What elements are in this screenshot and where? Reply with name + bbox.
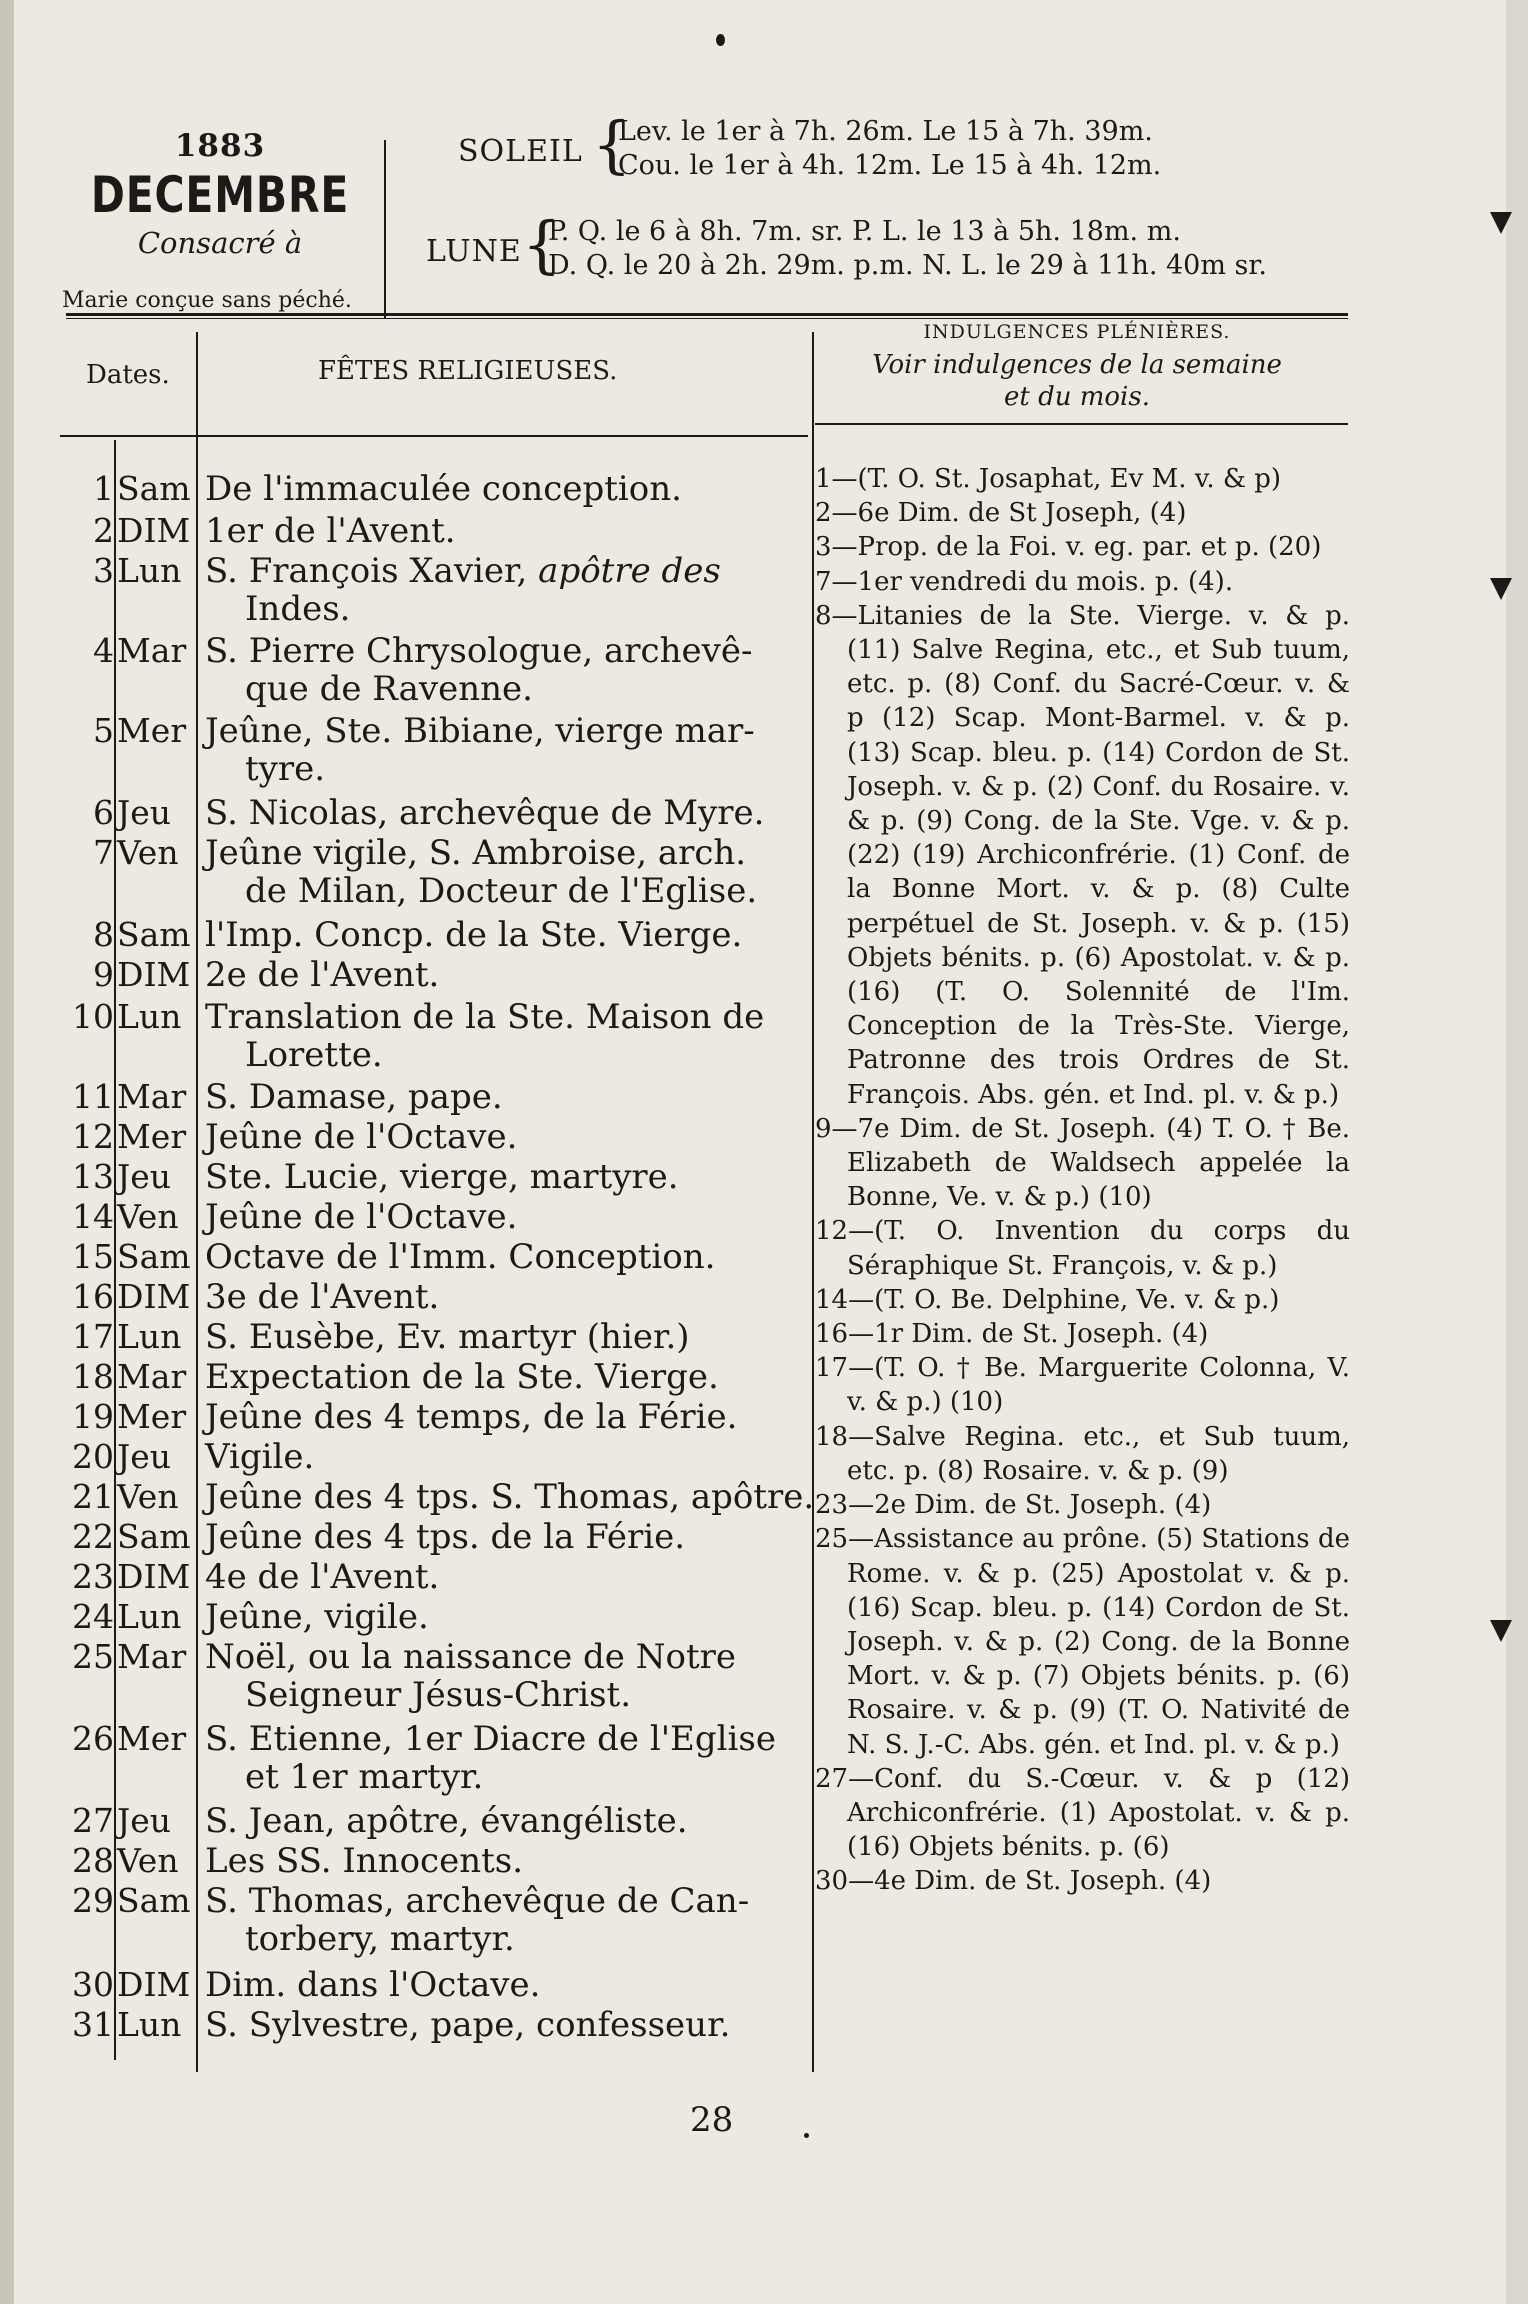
soleil-label: SOLEIL [458,134,583,169]
date-number: 19 [72,1397,114,1436]
date-number: 7 [93,833,114,872]
feast-text: S. Damase, pape. [205,1077,503,1117]
month-title: DECEMBRE [90,166,350,224]
feast-text: S. Eusèbe, Ev. martyr (hier.) [205,1317,690,1357]
date-number: 26 [72,1719,114,1758]
weekday: DIM [117,511,191,550]
lune-phases-2: D. Q. le 20 à 2h. 29m. p.m. N. L. le 29 à 11h. 40m sr. [548,250,1267,281]
feast-text: S. Sylvestre, pape, confesseur. [205,2005,731,2045]
date-number: 12 [72,1117,114,1156]
fetes-header: FÊTES RELIGIEUSES. [318,356,618,386]
feast-text: Jeûne des 4 temps, de la Férie. [205,1397,738,1437]
lune-label: LUNE [426,234,522,269]
soleil-rise: Lev. le 1er à 7h. 26m. Le 15 à 7h. 39m. [618,116,1153,147]
feast-text-continued: que de Ravenne. [245,669,533,709]
margin-marker-icon [1490,212,1512,234]
weekday: Sam [117,1237,191,1276]
indulgence-entry: 9—7e Dim. de St. Joseph. (4) T. O. † Be. Elizabeth de Waldsech appelée la Bonne, Ve. v. & p.) (10) [815,1113,1350,1213]
indulgence-entry: 7—1er vendredi du mois. p. (4). [815,566,1234,597]
date-number: 15 [72,1237,114,1276]
feast-text: 1er de l'Avent. [205,511,456,551]
feast-text: 3e de l'Avent. [205,1277,440,1317]
date-number: 11 [72,1077,114,1116]
date-number: 30 [72,1965,114,2004]
page-binding-edge [0,0,14,2304]
feast-text: l'Imp. Concp. de la Ste. Vierge. [205,915,743,955]
margin-marker-icon [1490,1620,1512,1642]
lune-phases-1: P. Q. le 6 à 8h. 7m. sr. P. L. le 13 à 5h. 18m. m. [548,216,1181,247]
weekday: Lun [117,1317,182,1356]
feast-text: S. Nicolas, archevêque de Myre. [205,793,765,833]
date-number: 8 [93,915,114,954]
feast-text: Jeûne vigile, S. Ambroise, arch. [205,833,747,873]
italic-fragment: apôtre des [538,551,721,591]
weekday: Ven [117,1841,179,1880]
feast-text-continued: Indes. [245,589,351,629]
date-number: 13 [72,1157,114,1196]
feast-text: Jeûne, vigile. [205,1597,429,1637]
date-number: 27 [72,1801,114,1840]
weekday: DIM [117,955,191,994]
soleil-brace-icon: { [592,108,632,181]
weekday: DIM [117,1965,191,2004]
indulgence-entry: 3—Prop. de la Foi. v. eg. par. et p. (20) [815,532,1322,563]
indulgence-entry: 2—6e Dim. de St Joseph, (4) [815,498,1187,529]
date-number: 6 [93,793,114,832]
feast-text: Expectation de la Ste. Vierge. [205,1357,719,1397]
weekday: Mer [117,1719,187,1758]
weekday: Sam [117,1881,191,1920]
header-rule-thin [66,318,1348,319]
weekday: Jeu [117,1437,172,1476]
year: 1883 [174,128,266,164]
indulgence-entry: 27—Conf. du S.-Cœur. v. & p (12) Archiconfrérie. (1) Apostolat. v. & p. (16) Objets bénits. p. (6) [815,1763,1350,1863]
date-number: 17 [72,1317,114,1356]
date-number: 25 [72,1637,114,1676]
feast-text: Vigile. [205,1437,315,1477]
weekday: DIM [117,1557,191,1596]
page-number: 28 [690,2100,734,2140]
date-number: 18 [72,1357,114,1396]
indulgence-header-rule [815,423,1348,425]
column-header-rule [60,435,808,437]
feast-text: Noël, ou la naissance de Notre [205,1637,736,1677]
feast-text-continued: Seigneur Jésus-Christ. [245,1675,632,1715]
weekday: Jeu [117,1157,172,1196]
date-number: 31 [72,2005,114,2044]
date-number: 24 [72,1597,114,1636]
date-number: 4 [93,631,114,670]
feast-text: Translation de la Ste. Maison de [205,997,765,1037]
feast-text-continued: torbery, martyr. [245,1919,515,1959]
feast-text: Jeûne des 4 tps. de la Férie. [205,1517,686,1557]
date-number: 20 [72,1437,114,1476]
date-number: 9 [93,955,114,994]
feast-text: Jeûne, Ste. Bibiane, vierge mar- [205,711,755,751]
feast-text: S. Jean, apôtre, évangéliste. [205,1801,688,1841]
dedication: Marie conçue sans péché. [62,288,352,313]
feast-text-continued: et 1er martyr. [245,1757,484,1797]
weekday: Sam [117,469,191,508]
soleil-set: Cou. le 1er à 4h. 12m. Le 15 à 4h. 12m. [618,150,1162,181]
feast-text: 2e de l'Avent. [205,955,440,995]
date-number: 2 [93,511,114,550]
date-number: 23 [72,1557,114,1596]
weekday: Jeu [117,1801,172,1840]
weekday: DIM [117,1277,191,1316]
indulgence-entry: 23—2e Dim. de St. Joseph. (4) [815,1490,1212,1521]
weekday: Lun [117,997,182,1036]
indulgence-entry: 16—1r Dim. de St. Joseph. (4) [815,1319,1209,1350]
indulgence-entry: 30—4e Dim. de St. Joseph. (4) [815,1866,1212,1897]
feast-text: Dim. dans l'Octave. [205,1965,541,2005]
lune-brace-icon: { [522,208,562,281]
weekday: Mer [117,1117,187,1156]
date-number: 29 [72,1881,114,1920]
feast-text: Les SS. Innocents. [205,1841,524,1881]
feast-text: Octave de l'Imm. Conception. [205,1237,716,1277]
ink-dot [716,34,725,46]
indulgence-entry: 14—(T. O. Be. Delphine, Ve. v. & p.) [815,1284,1280,1315]
weekday: Lun [117,2005,182,2044]
date-number: 1 [93,469,114,508]
feast-text: S. Etienne, 1er Diacre de l'Eglise [205,1719,776,1759]
indulgences-subheader-line2: et du mois. [1004,382,1150,412]
indulgences-subheader [812,349,1342,413]
feast-text-continued: tyre. [245,749,326,789]
feast-text: Jeûne de l'Octave. [205,1197,518,1237]
weekday: Mar [117,631,187,670]
indulgence-entry: 25—Assistance au prône. (5) Stations de Rome. v. & p. (25) Apostolat v. & p. (16) Scap. bleu. p. (14) Cordon de St. Joseph. v. & p. (2) Cong. de la Bonne Mort. v. & p. (7) Objets bénits. p. (6) Rosaire. v. & p. (9) (T. O. Nativité de N. S. J.-C. Abs. gén. et Ind. pl. v. & p.) [815,1524,1350,1760]
date-number: 3 [93,551,114,590]
header-rule [66,313,1348,316]
weekday: Mar [117,1637,187,1676]
feast-text: Jeûne de l'Octave. [205,1117,518,1157]
date-number: 16 [72,1277,114,1316]
weekday: Lun [117,1597,182,1636]
feast-text: S. Thomas, archevêque de Can- [205,1881,750,1921]
date-number: 14 [72,1197,114,1236]
weekday: Ven [117,833,179,872]
feast-text: Ste. Lucie, vierge, martyre. [205,1157,679,1197]
date-number-divider [114,440,116,2060]
feast-text: S. François Xavier, apôtre des [205,551,721,591]
indulgence-entry: 1—(T. O. St. Josaphat, Ev M. v. & p) [815,464,1282,494]
indulgences-header: INDULGENCES PLÉNIÈRES. [923,321,1231,343]
date-number: 22 [72,1517,114,1556]
header-divider [384,140,386,318]
feast-text-continued: Lorette. [245,1035,383,1075]
weekday: Sam [117,1517,191,1556]
page-right-margin [1506,0,1528,2304]
indulgences-list [815,462,1350,1899]
weekday: Mer [117,711,187,750]
weekday: Jeu [117,793,172,832]
feast-text: Jeûne des 4 tps. S. Thomas, apôtre. [205,1477,815,1517]
consecration-label: Consacré à [137,226,303,260]
date-number: 21 [72,1477,114,1516]
weekday: Mar [117,1357,187,1396]
weekday: Lun [117,551,182,590]
weekday: Ven [117,1197,179,1236]
indulgence-entry: 17—(T. O. † Be. Marguerite Colonna, V. v. & p.) (10) [815,1353,1350,1418]
feast-text-continued: de Milan, Docteur de l'Eglise. [245,871,758,911]
date-number: 28 [72,1841,114,1880]
indulgence-entry: 18—Salve Regina. etc., et Sub tuum, etc. p. (8) Rosaire. v. & p. (9) [815,1421,1350,1486]
indulgences-subheader-line1: Voir indulgences de la semaine [872,350,1282,380]
indulgence-entry: 8—Litanies de la Ste. Vierge. v. & p. (11) Salve Regina, etc., et Sub tuum, etc. p. (8) Conf. du Sacré-Cœur. v. & p (12) Scap. Mont-Barmel. v. & p. (13) Scap. bleu. p. (14) Cordon de St. Joseph. v. & p. (2) Conf. du Rosaire. v. & p. (9) Cong. de la Ste. Vge. v. & p. (22) (19) Archiconfrérie. (1) Conf. de la Bonne Mort. v. & p. (8) Culte perpétuel de St. Joseph. v. & p. (15) Objets bénits. p. (6) Apostolat. v. & p. (16) (T. O. Solennité de l'Im. Conception de la Très-Ste. Vierge, Patronne des trois Ordres de St. François. Abs. gén. et Ind. pl. v. & p.) [815,600,1350,1110]
ink-dot [804,2133,809,2138]
date-number: 10 [72,997,114,1036]
weekday: Sam [117,915,191,954]
indulgence-entry: 12—(T. O. Invention du corps du Séraphique St. François, v. & p.) [815,1216,1350,1281]
feast-text: De l'immaculée conception. [205,469,682,509]
month-block [60,128,380,260]
weekday: Ven [117,1477,179,1516]
dates-header: Dates. [86,360,170,390]
feast-text: 4e de l'Avent. [205,1557,440,1597]
margin-marker-icon [1490,578,1512,600]
date-column-divider [196,332,198,2072]
weekday: Mer [117,1397,187,1436]
date-number: 5 [93,711,114,750]
weekday: Mar [117,1077,187,1116]
feast-text: S. Pierre Chrysologue, archevê- [205,631,753,671]
